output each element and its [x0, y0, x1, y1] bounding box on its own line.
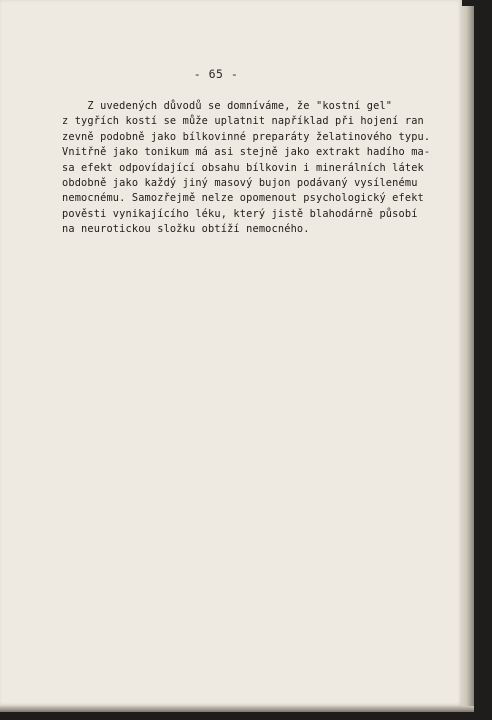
page-edge-right	[462, 6, 474, 710]
text-line: z tygřích kostí se může uplatnit například při hojení ran	[62, 115, 424, 128]
text-line: nemocnému. Samozřejmě nelze opomenout psychologický efekt	[62, 192, 424, 205]
page-edge-bottom	[0, 706, 474, 712]
text-line: Vnitřně jako tonikum má asi stejně jako extrakt hadího ma-	[62, 146, 431, 159]
text-line: na neurotickou složku obtíží nemocného.	[62, 223, 310, 236]
text-line: Z uvedených důvodů se domníváme, že "kostní gel"	[62, 100, 393, 112]
text-line: pověsti vynikajícího léku, který jistě blahodárně působí	[62, 207, 418, 220]
body-paragraph	[62, 99, 442, 238]
text-line: sa efekt odpovídající obsahu bílkovin i minerálních látek	[62, 161, 424, 174]
text-line: zevně podobně jako bílkovinné preparáty želatinového typu.	[62, 130, 431, 143]
text-line: obdobně jako každý jiný masový bujon podávaný vysílenému	[62, 177, 418, 190]
page-number: - 65 -	[193, 67, 239, 81]
